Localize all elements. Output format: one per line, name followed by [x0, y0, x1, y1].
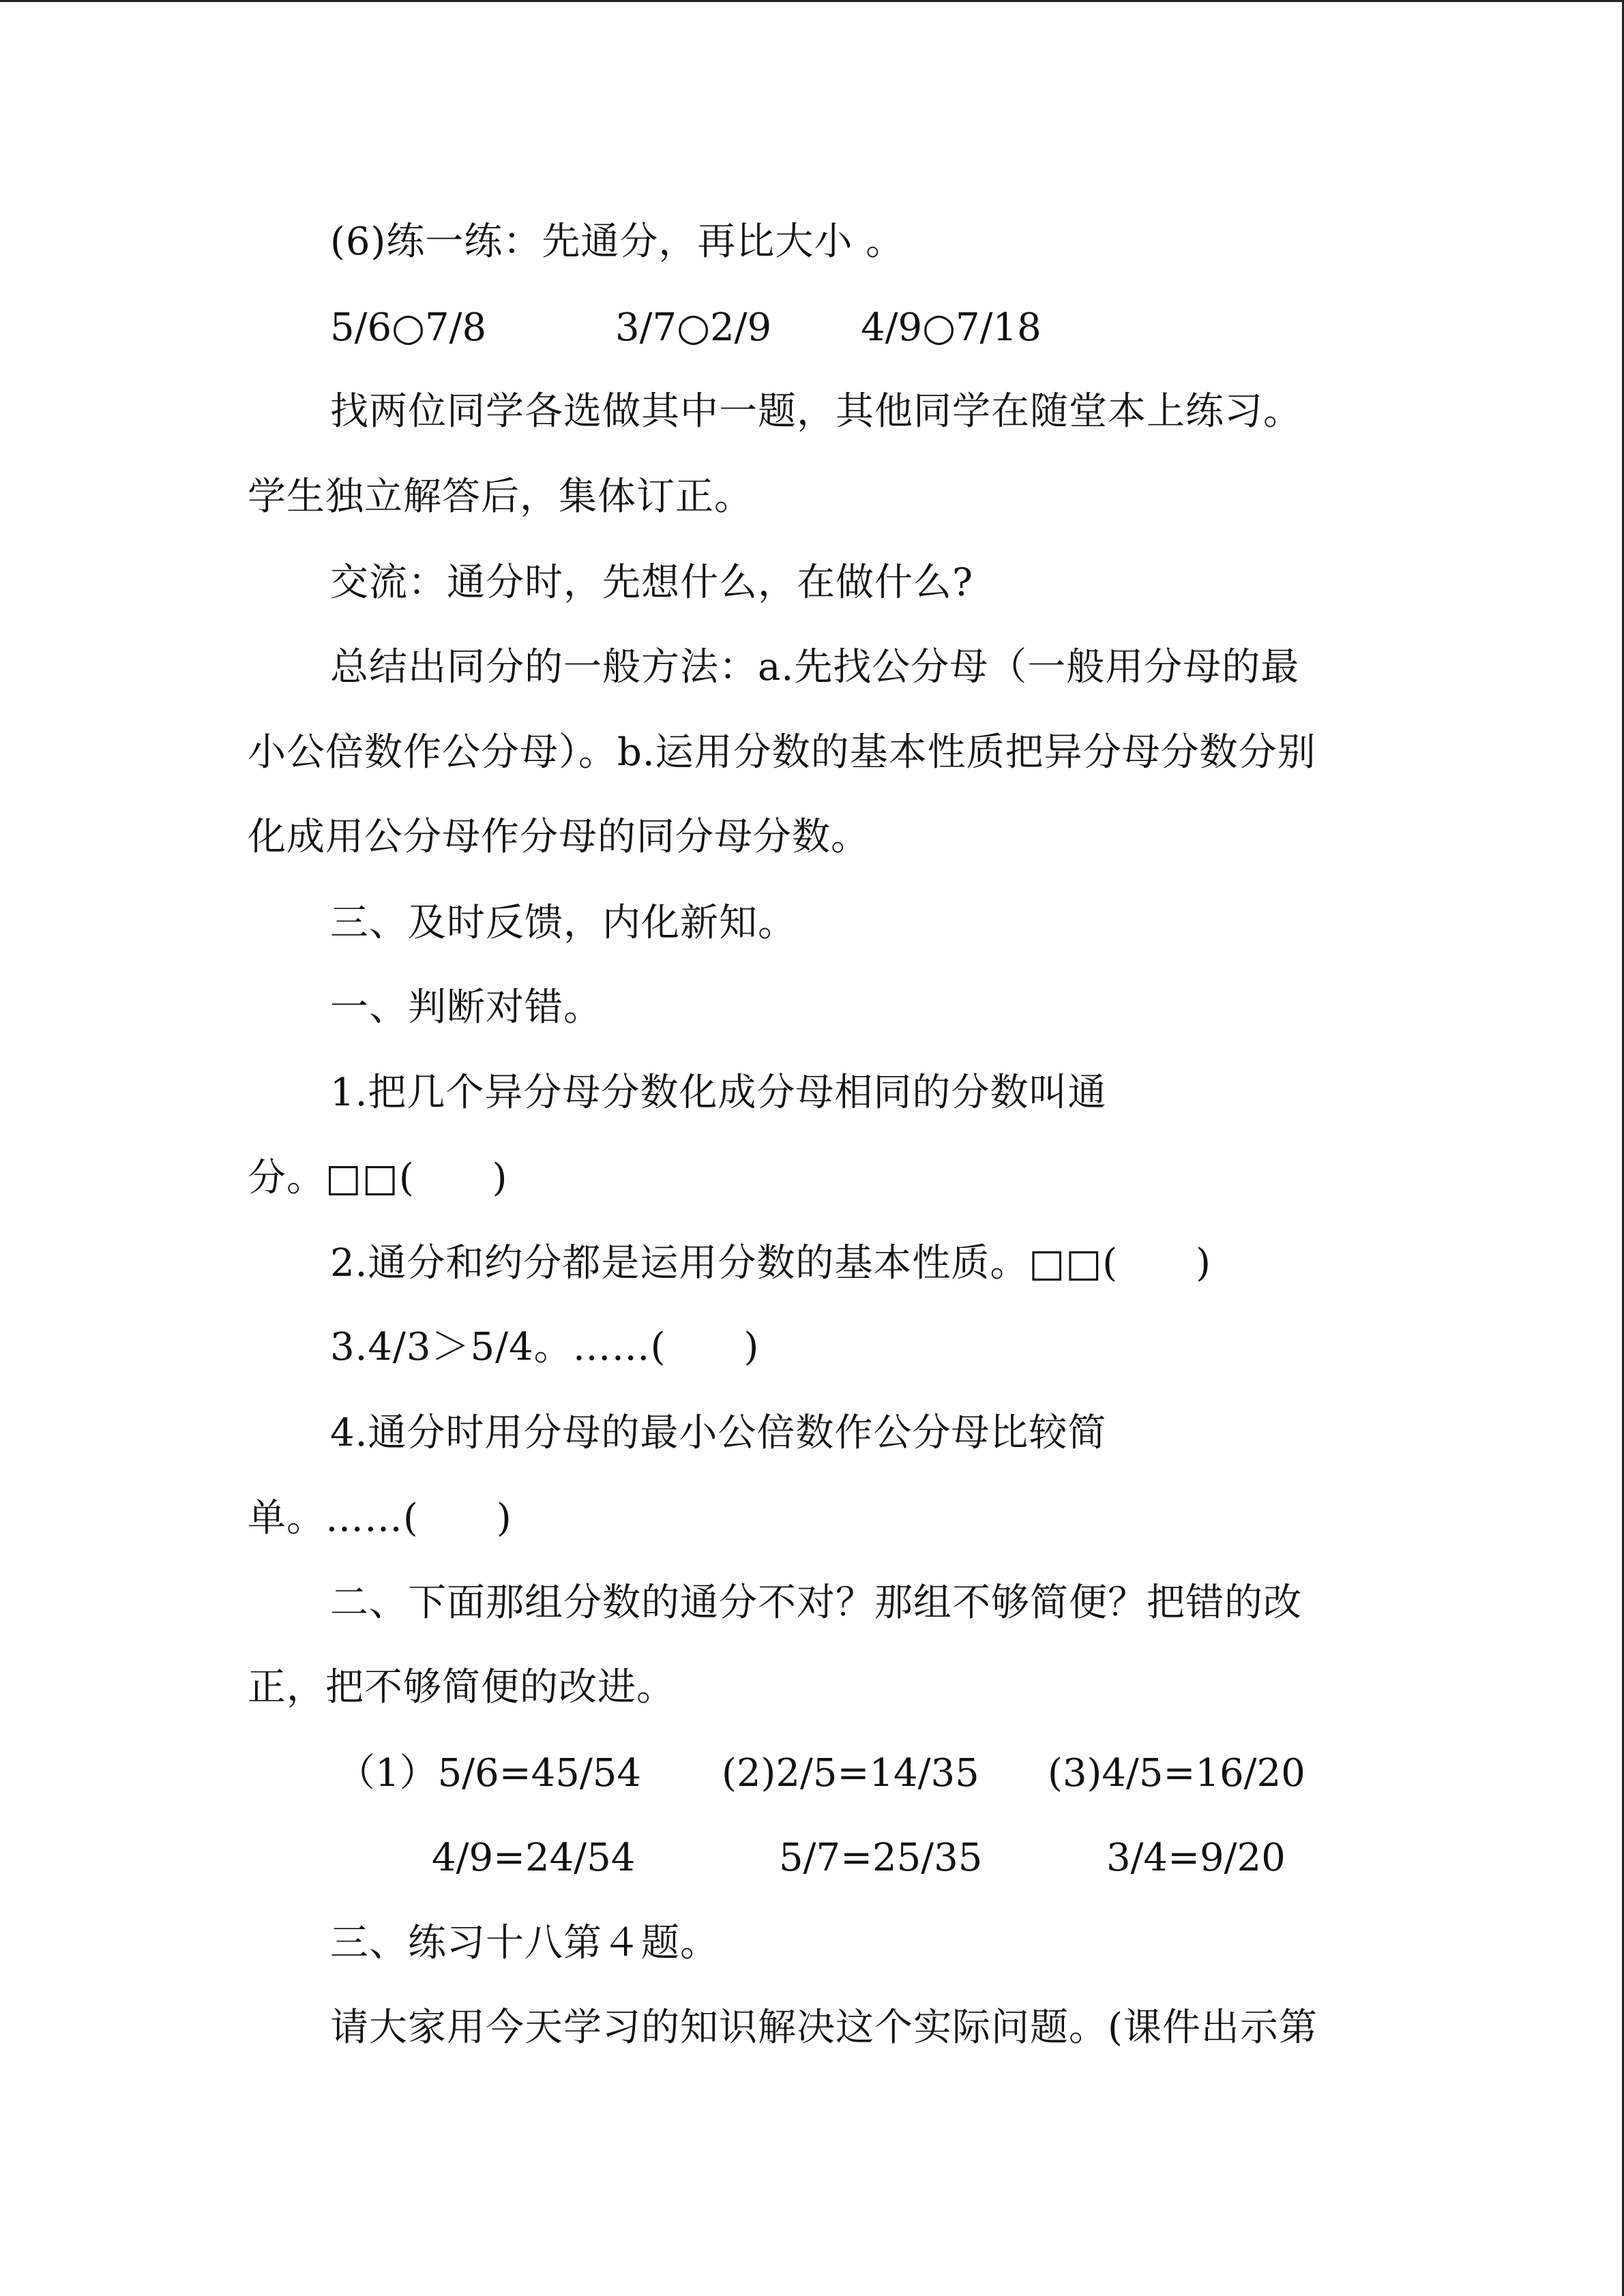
section-heading: 三、练习十八第４题。 [330, 1921, 719, 1965]
section-heading: 一、判断对错。 [330, 985, 602, 1030]
fraction-item: 5/7=25/35 [779, 1836, 983, 1880]
question-line: 分。□□( ) [248, 1156, 508, 1200]
section-heading: 二、下面那组分数的通分不对？那组不够简便？把错的改 [330, 1581, 1302, 1625]
paragraph-line: 小公倍数作公分母）。b.运用分数的基本性质把异分母分数分别 [248, 730, 1316, 775]
question-line: 单。……( ) [248, 1496, 512, 1540]
paragraph-line: 总结出同分的一般方法：a.先找公分母（一般用分母的最 [330, 645, 1300, 689]
paragraph-line: 找两位同学各选做其中一题，其他同学在随堂本上练习。 [330, 389, 1302, 434]
question-line: 3.4/3＞5/4。……( ) [330, 1325, 760, 1369]
fraction-item: 3/4=9/20 [1106, 1836, 1286, 1880]
question-line: 1.把几个异分母分数化成分母相同的分数叫通 [330, 1071, 1107, 1115]
fraction-item: (2)2/5=14/35 [722, 1751, 979, 1795]
paragraph-line: 学生独立解答后，集体订正。 [248, 475, 753, 519]
fraction-item: 4/9=24/54 [432, 1836, 636, 1880]
paragraph-line: 交流：通分时，先想什么，在做什么? [330, 561, 974, 605]
section-heading: 三、及时反馈，内化新知。 [330, 901, 797, 945]
compare-item: 5/6○7/8 [330, 305, 487, 350]
compare-item: 4/9○7/18 [861, 305, 1042, 350]
paragraph-line: 正，把不够简便的改进。 [248, 1665, 675, 1710]
fraction-item: (3)4/5=16/20 [1048, 1751, 1305, 1795]
paragraph-line: 请大家用今天学习的知识解决这个实际问题。(课件出示第 [330, 2006, 1318, 2050]
question-line: 4.通分时用分母的最小公倍数作公分母比较简 [330, 1411, 1107, 1455]
compare-item: 3/7○2/9 [615, 305, 772, 350]
question-line: 2.通分和约分都是运用分数的基本性质。□□( ) [330, 1241, 1211, 1285]
exercise-heading: (6)练一练：先通分，再比大小 。 [330, 220, 905, 264]
paragraph-line: 化成用公分母作分母的同分母分数。 [248, 815, 870, 859]
fraction-item: （1）5/6=45/54 [337, 1751, 642, 1795]
